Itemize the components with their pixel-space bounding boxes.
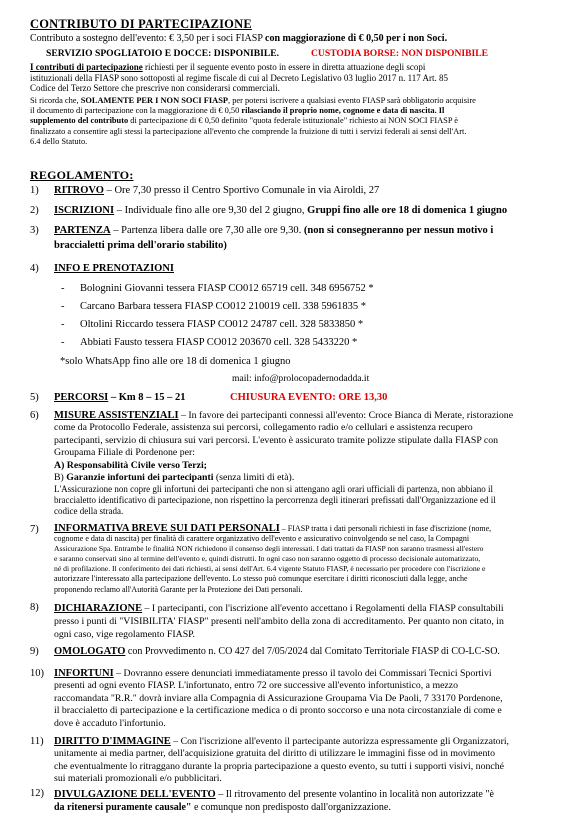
bullet-dash: - (61, 319, 65, 330)
contact-row (61, 336, 357, 349)
fiscal-text-3: Codice del Terzo Settore che prescrive non considerarsi commerciali. (30, 83, 280, 94)
item-line: proponendo reclamo all'Autorità Garante per la Protezione dei Dati personali. (54, 584, 303, 594)
item-number: 5) (30, 392, 39, 403)
item-9 (54, 646, 500, 657)
regolamento-title: REGOLAMENTO: (30, 168, 134, 182)
item-line: autorizzare l'interessato alla partecipazione dell'evento. Lo stesso può comunque esercitare i diritti riconosciuti dalla legge, anche (54, 574, 468, 584)
item-line: presenti ad ogni evento FIASP. L'infortunato, entro 72 ore successive all'evento infortunistico, a mezzo (54, 680, 459, 692)
item-line: dove è accaduto l'infortunio. (54, 717, 166, 729)
item-label: PARTENZA (54, 225, 111, 236)
item-line: A) Responsabilità Civile verso Terzi; (54, 459, 207, 471)
bullet-dash: - (61, 301, 65, 312)
nm-text-1c: , per potersi iscrivere a qualsiasi evento FIASP sarà obbligatorio acquisire (228, 96, 476, 105)
item-line: – Con l'iscrizione all'evento il partecipante autorizza espressamente gli Organizzatori, (170, 736, 509, 747)
closing-time: CHIUSURA EVENTO: ORE 13,30 (230, 392, 388, 403)
item-text: – Partenza libera dalle ore 7,30 alle ore 9,30. (110, 225, 304, 236)
item-3 (30, 224, 493, 252)
nm-text-3b: di partecipazione di € 0,50 definito "quota federale istituzionale" richiesto ai NON SOCI FIASP è (128, 116, 459, 126)
contact-mail[interactable]: mail: info@prolocopadernodadda.it (232, 373, 370, 384)
item-line: B) (54, 472, 67, 484)
item-1 (30, 184, 379, 197)
nm-text-2a: il documento di partecipazione con la maggiorazione di € 0,50 (30, 106, 242, 116)
nm-text-1a: Si ricorda che, (30, 96, 81, 105)
bullet-dash: - (61, 283, 65, 294)
contribution-line (30, 33, 447, 46)
item-line: unitamente ai media partner, dell'acquisizione gratuita del diritto di utilizzare le immagini fisse od in movimento (54, 748, 496, 760)
item-5 (30, 391, 186, 404)
item-number: 11) (30, 736, 44, 747)
item-line: presso i punti di "VISIBILITA' FIASP" presenti nell'ambito della zona di accreditamento. Per quanto non citato, in (54, 616, 504, 627)
item-6 (54, 410, 550, 517)
item-label: DIVULGAZIONE DELL'EVENTO (54, 789, 216, 800)
item-label: ISCRIZIONI (54, 205, 115, 216)
item-line: – I partecipanti, con l'iscrizione all'evento accettano i Regolamenti della FIASP consultabili (142, 603, 504, 614)
item-line: Assicurazione Spa. Entrambe le finalità NON richiedono il consenso degli interessati. I dati trattati da FIASP non saranno trasmessi all'estero (54, 544, 484, 554)
item-line: braccialetto identificativo di partecipazione, non rispettino la percorrenza degli itinerari prefissati dall'Organizzazione ed il (54, 495, 496, 506)
item-bold-1: (non si consegneranno per nessun motivo i (303, 225, 494, 236)
whatsapp-note: *solo WhatsApp fino alle ore 18 di domenica 1 giugno (60, 356, 291, 367)
item-number: 9) (30, 646, 39, 657)
item-4 (30, 262, 174, 275)
item-number: 12) (30, 788, 44, 799)
fiscal-lead: I contributi di partecipazione (30, 62, 143, 72)
item-line: e comunque non predisposto dall'organizzazione. (191, 802, 391, 813)
contact-row (61, 282, 374, 295)
item-line: (senza limiti di età). (213, 472, 295, 484)
item-line: – Il ritrovamento del presente volantino in località non autorizzate "è (215, 789, 494, 800)
item-12 (54, 788, 550, 814)
item-number: 7) (30, 524, 39, 535)
non-member-paragraph (30, 96, 550, 147)
item-number: 3) (30, 225, 39, 236)
fiscal-text-2: istituzionali della FIASP sono sottoposti al regime fiscale di cui al Decreto Legislativo 03 luglio 2017 n. 117 Art. 85 (30, 72, 449, 83)
item-line-bold: Garanzie infortuni dei partecipanti (66, 472, 214, 484)
item-line: raccomandata "R.R." dovrà inviare alla Compagnia di Assicurazione Groupama Via De Paoli, 7 33170 Pordenone, (54, 692, 503, 704)
item-text: – Km 8 – 15 – 21 (108, 392, 186, 403)
bullet-dash: - (61, 337, 65, 348)
contact-row (61, 300, 366, 313)
item-number: 6) (30, 410, 39, 421)
contribution-surcharge: con maggiorazione di € 0,50 per i non Soci. (265, 33, 448, 44)
item-line: – Dovranno essere denunciati immediatamente presso il tavolo dei Commissari Tecnici Sportivi (113, 668, 492, 679)
item-7 (54, 524, 550, 595)
nm-text-2b: rilasciando il proprio nome, cognome e data di nascita. Il (241, 106, 445, 116)
item-label: DIRITTO D'IMMAGINE (54, 736, 171, 747)
item-label: RITROVO (54, 185, 104, 196)
item-label: INFO E PRENOTAZIONI (54, 263, 174, 274)
nm-text-3a: supplemento del contributo (30, 116, 129, 126)
item-line: il braccialetto di partecipazione e la certificazione medica o di pronto soccorso e una nota circostanziale di come e (54, 705, 502, 717)
item-number: 1) (30, 185, 39, 196)
services-note: SERVIZIO SPOGLIATOIO E DOCCE: DISPONIBILE. (46, 48, 280, 59)
item-number: 8) (30, 602, 39, 613)
contact-text: Carcano Barbara tessera FIASP CO012 210019 cell. 338 5961835 * (80, 301, 366, 312)
item-line: ogni caso, vige regolamento FIASP. (54, 629, 195, 640)
item-number: 2) (30, 205, 39, 216)
item-line: – FIASP tratta i dati personali richiesti in fase d'iscrizione (nome, (279, 524, 492, 533)
fiscal-paragraph (30, 62, 550, 94)
item-line: cognome e data di nascita) per finalità di carattere organizzativo dell'evento e assicurativo coinvolgendo se nel caso, la Compagni (54, 534, 470, 544)
item-line: – In favore dei partecipanti connessi all'evento: Croce Bianca di Merate, ristorazione (178, 410, 514, 421)
item-line-bold: da ritenersi puramente causale" (54, 802, 192, 813)
contact-text: Oltolini Riccardo tessera FIASP CO012 24787 cell. 328 5833850 * (80, 319, 364, 330)
item-text: – Ore 7,30 presso il Centro Sportivo Comunale in via Airoldi, 27 (103, 185, 380, 196)
contribution-title: CONTRIBUTO DI PARTECIPAZIONE (30, 17, 252, 31)
item-line: e saranno conservati sino al termine dell'evento e, quindi distrutti. In ogni caso non saranno oggetto di processo decisionale automatizzato, (54, 554, 481, 564)
item-label: INFORTUNI (54, 668, 114, 679)
item-label: DICHIARAZIONE (54, 603, 143, 614)
item-label: OMOLOGATO (54, 646, 126, 657)
item-8 (54, 602, 550, 641)
item-line: sui materiali promozionali e/o pubblicitari. (54, 773, 222, 785)
item-label: PERCORSI (54, 392, 109, 403)
nm-text-1b: SOLAMENTE PER I NON SOCI FIASP (80, 96, 228, 105)
item-line: come da Protocollo Federale, assistenza sui percorsi, collegamento radio e/o cellulari e assistenza recupero (54, 422, 473, 434)
item-10 (54, 668, 550, 730)
item-number: 4) (30, 263, 39, 274)
contact-row (61, 318, 363, 331)
item-number: 10) (30, 668, 44, 679)
item-2 (30, 204, 507, 217)
item-line: codice della strada. (54, 506, 124, 517)
item-text: – Individuale fino alle ore 9,30 del 2 giugno, (114, 205, 308, 216)
item-label: MISURE ASSISTENZIALI (54, 410, 179, 421)
custody-note: CUSTODIA BORSE: NON DISPONIBILE (311, 48, 489, 59)
item-line: partecipanti, servizio di chiusura sui vari percorsi. L'evento è assicurato tramite polizze stipulate dalla FIASP con (54, 434, 499, 446)
nm-text-4: finalizzato a consentire agli stessi la partecipazione all'evento che comprende la fruizione di tutti i servizi federali ai sensi dell'Art. (30, 126, 467, 136)
item-bold-2: braccialetti prima dell'orario stabilito) (54, 240, 227, 251)
contact-text: Bolognini Giovanni tessera FIASP CO012 65719 cell. 348 6956752 * (80, 283, 374, 294)
item-11 (54, 736, 550, 786)
fiscal-text-1: richiesti per il seguente evento posto in essere in diretta attuazione degli scopi (142, 62, 426, 72)
item-line: L'Assicurazione non copre gli infortuni dei partecipanti che non si attengano agli orari ufficiali di partenza, non abbiano il (54, 484, 494, 495)
item-bold: Gruppi fino alle ore 18 di domenica 1 giugno (307, 205, 508, 216)
item-line: con Provvedimento n. CO 427 del 7/05/2024 dal Comitato Territoriale FIASP di CO-LC-SO. (125, 646, 500, 657)
contact-text: Abbiati Fausto tessera FIASP CO012 203670 cell. 328 5433220 * (80, 337, 358, 348)
item-line: Groupama Filiale di Pordenone per: (54, 447, 195, 459)
item-line: né di profilazione. Il conferimento dei dati richiesti, ai sensi dell'Art. 6.4 vigente Statuto FIASP, è necessario per procedere con l'iscrizione e (54, 564, 486, 574)
item-label: INFORMATIVA BREVE SUI DATI PERSONALI (54, 523, 280, 534)
item-line: che eventualmente lo ritraggano durante la propria partecipazione a questo evento, su tutti i supporti visivi, nonché (54, 760, 504, 772)
contribution-text: Contributo a sostegno dell'evento: € 3,50 per i soci FIASP (30, 33, 266, 44)
nm-text-5: 6.4 dello Statuto. (30, 136, 88, 146)
